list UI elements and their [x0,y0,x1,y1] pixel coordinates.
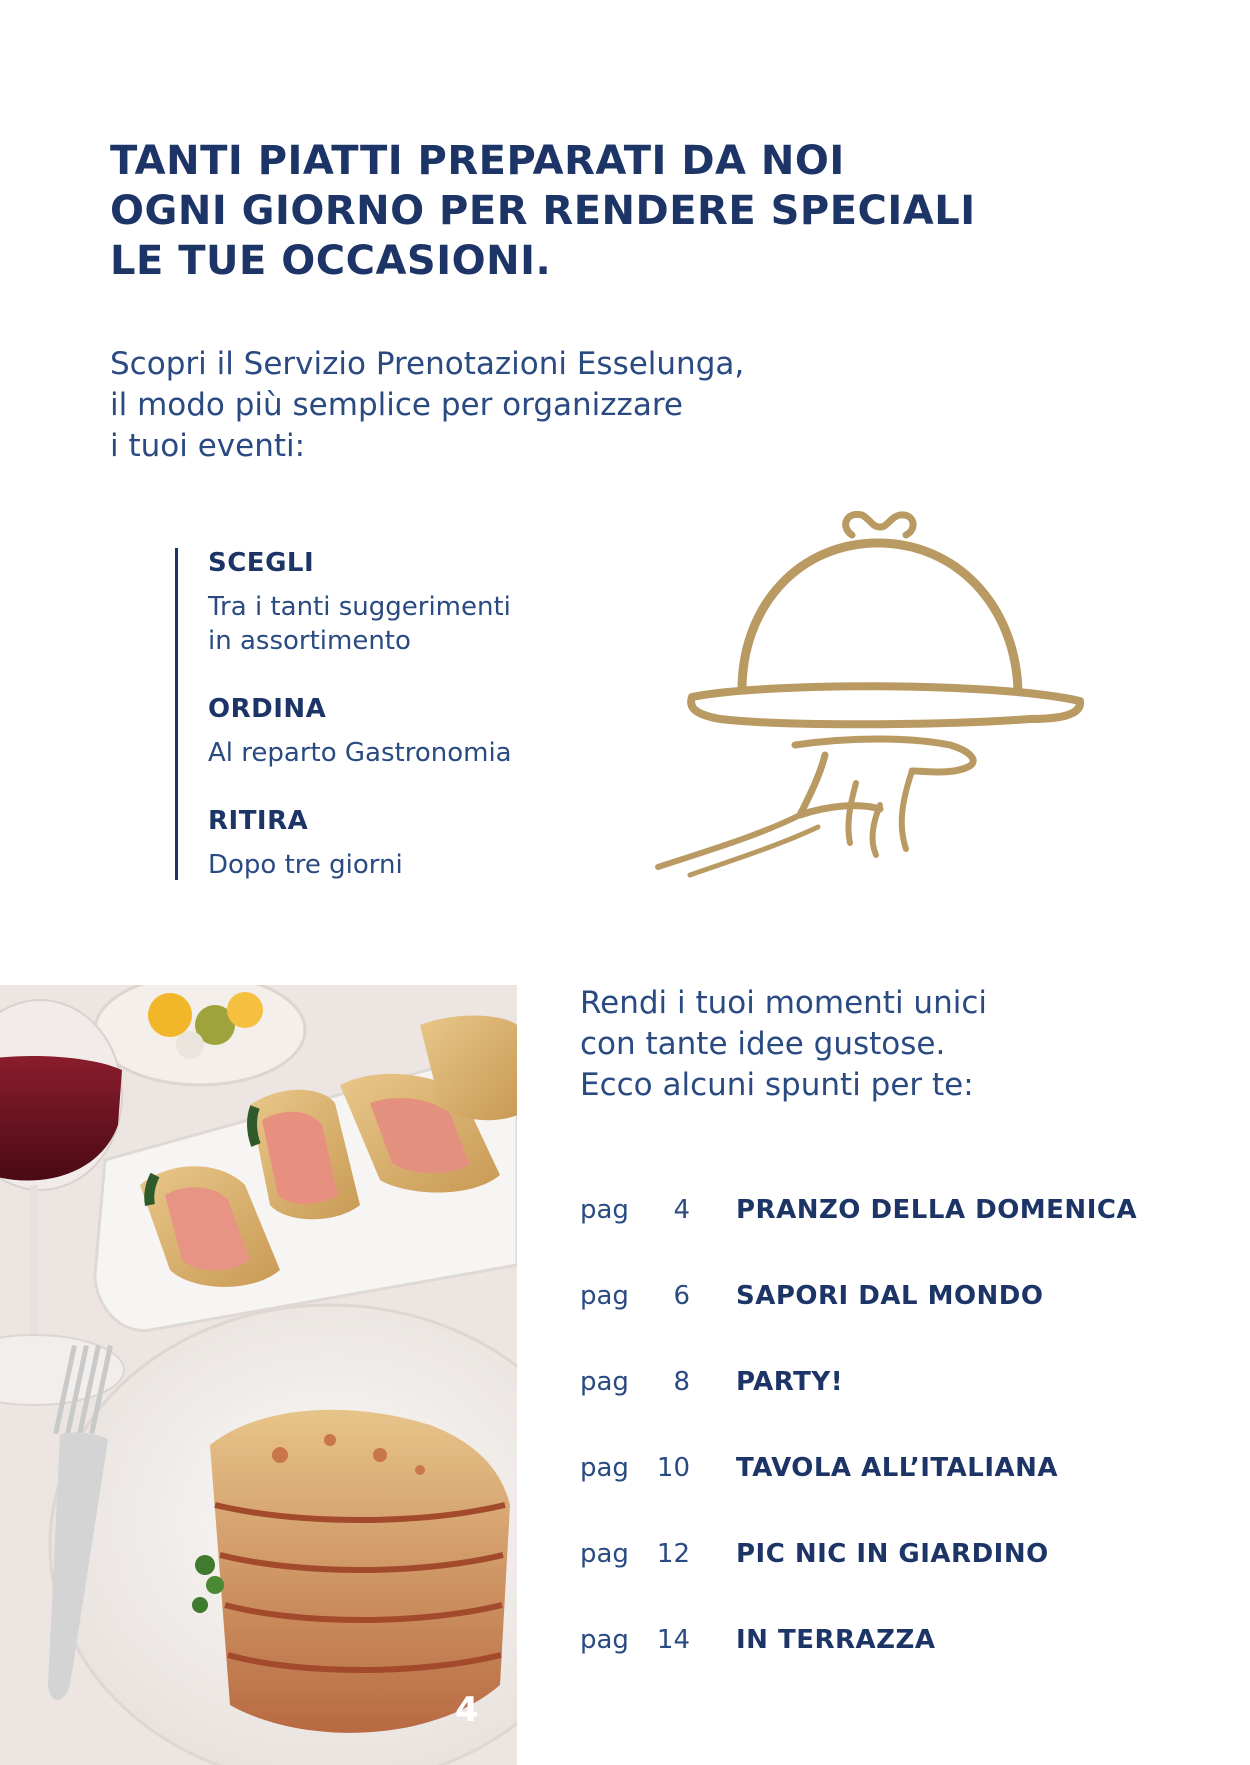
toc-item[interactable] [580,1453,1220,1493]
steps-list [175,548,598,880]
toc-item[interactable] [580,1195,1220,1235]
toc-title: PARTY! [736,1367,844,1397]
toc-page-number: 10 [656,1453,690,1483]
step-desc-line: Al reparto Gastronomia [208,738,512,768]
step-desc-line: Tra i tanti suggerimenti [208,592,511,622]
lead-text [580,983,1180,1106]
toc-pag-label: pag [580,1625,629,1655]
toc-item[interactable] [580,1281,1220,1321]
step-ritira [208,806,403,882]
step-ordina [208,694,512,770]
step-title: ORDINA [208,694,327,724]
step-description [208,590,511,658]
lead-line-2: con tante idee gustose. [580,1026,946,1062]
toc-pag-label: pag [580,1453,629,1483]
step-title: RITIRA [208,806,309,836]
toc-item[interactable] [580,1539,1220,1579]
toc-page-number: 8 [673,1367,690,1397]
lead-line-3: Ecco alcuni spunti per te: [580,1067,974,1103]
toc-item[interactable] [580,1625,1220,1665]
toc-title: PRANZO DELLA DOMENICA [736,1195,1138,1225]
toc-title: TAVOLA ALL’ITALIANA [736,1453,1058,1483]
toc-page-number: 12 [656,1539,690,1569]
toc-title: PIC NIC IN GIARDINO [736,1539,1049,1569]
step-description [208,736,512,770]
step-scegli [208,548,511,658]
step-desc-line: in assortimento [208,626,411,656]
toc-title: IN TERRAZZA [736,1625,936,1655]
toc-pag-label: pag [580,1367,629,1397]
lead-line-1: Rendi i tuoi momenti unici [580,985,987,1021]
food-photo [0,985,517,1765]
intro-line-3: i tuoi eventi: [110,428,306,464]
headline-line-3: LE TUE OCCASIONI. [110,238,552,284]
intro-text [110,344,830,467]
headline-line-1: TANTI PIATTI PREPARATI DA NOI [110,138,845,184]
step-title: SCEGLI [208,548,315,578]
cloche-serving-hand-icon [650,505,1100,905]
page-number: 4 [455,1690,479,1730]
toc-page-number: 4 [673,1195,690,1225]
toc-pag-label: pag [580,1281,629,1311]
intro-line-2: il modo più semplice per organizzare [110,387,683,423]
toc-pag-label: pag [580,1539,629,1569]
toc-item[interactable] [580,1367,1220,1407]
toc-pag-label: pag [580,1195,629,1225]
step-desc-line: Dopo tre giorni [208,850,403,880]
step-description [208,848,403,882]
headline-line-2: OGNI GIORNO PER RENDERE SPECIALI [110,188,976,234]
toc-page-number: 6 [673,1281,690,1311]
toc-page-number: 14 [656,1625,690,1655]
headline [110,136,1010,286]
intro-line-1: Scopri il Servizio Prenotazioni Esselunga, [110,346,745,382]
toc-title: SAPORI DAL MONDO [736,1281,1044,1311]
